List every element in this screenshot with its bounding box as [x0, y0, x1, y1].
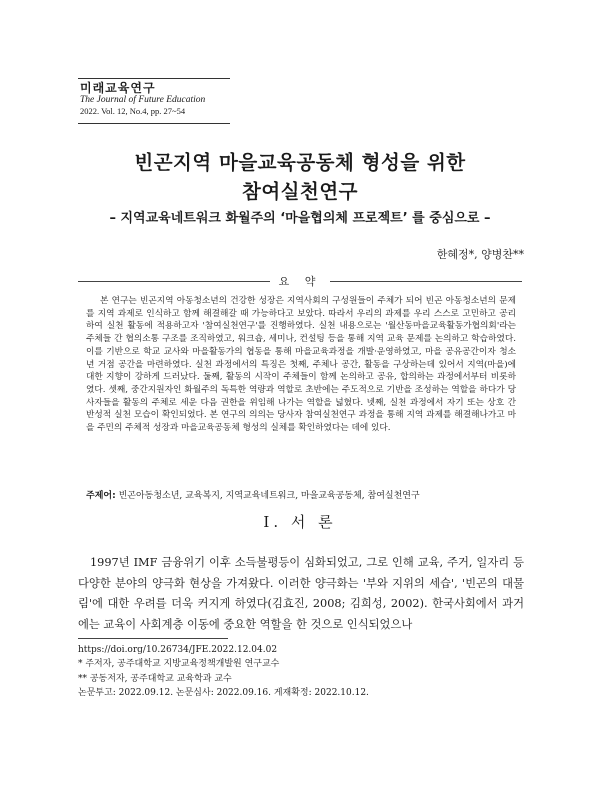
paper-subtitle: – 지역교육네트워크 화월주의 ‘마을협의체 프로젝트’ 를 중심으로 – [109, 211, 491, 226]
section-heading-introduction: Ⅰ. 서 론 [263, 513, 337, 531]
keywords-label: 주제어: [86, 491, 116, 501]
paper-title-line-2: 참여실천연구 [241, 180, 359, 203]
journal-name-korean: 미래교육연구 [80, 81, 156, 95]
abstract-body: 본 연구는 빈곤지역 아동청소년의 건강한 성장은 지역사회의 구성원들이 주체가 되어 빈곤 아동청소년의 문제를 지역 과제로 인식하고 함께 해결해갈 때 가능하다고 보았다. 따라서 우리의 과제를 우리 스스로 고민하고 공리하여 실천 활동에 적용하고자 '참여실천연구'를 진행하였다. 실천 내용으로는 '월산동마을교육활동가협의회'라는 주체들 간 협의소통 구조를 조직하였고, 워크숍, 세미나, 컨설팅 등을 통해 지역 교육 문제를 논의하고 학습하였다. 이를 기반으로 학교 교사와 마을활동가의 협동을 통해 마을교육과정을 개발·운영하였고, 마을 공유공간이자 청소년 거점 공간을 마련하였다. 실천 과정에서의 특징은 첫째, 주체나 공간, 활동을 구상하는데 있어서 지역(마을)에 대한 지향이 강하게 드러났다. 둘째, 활동의 시작이 주체들이 함께 논의하고 공유, 합의하는 과정에서부터 비롯하였다. 셋째, 중간지원자인 화월주의 독특한 역량과 역할로 초반에는 주도적으로 기반을 조성하는 역할을 하다가 당사자들을 활동의 주체로 세운 다음 권한을 위임해 나가는 역할을 넓혔다. 넷째, 실천 과정에서 자기 또는 상호 간 반성적 실천 모습이 확인되었다. 본 연구의 의의는 당사자 참여실천연구 과정을 통해 지역 과제를 해결해나가고 마을 주민의 주체적 성장과 마을교육공동체 형성의 실체를 확인하였다는 데에 있다. [86, 296, 516, 434]
footnote-dates: 논문투고: 2022.09.12. 논문심사: 2022.09.16. 게재확정: 2022.10.12. [78, 688, 369, 699]
footnote-rule [78, 638, 228, 639]
paper-title-line-1: 빈곤지역 마을교육공동체 형성을 위한 [134, 151, 466, 174]
footnote-author-1: * 주저자, 공주대학교 지방교육정책개발원 연구교수 [78, 659, 280, 670]
keywords-list: 빈곤아동청소년, 교육복지, 지역교육네트워크, 마을교육공동체, 참여실천연구 [118, 491, 420, 501]
abstract-heading: 요 약 [270, 273, 330, 289]
author-names: 한혜정*, 양병찬** [436, 248, 524, 261]
doi-link[interactable]: https://doi.org/10.26734/JFE.2022.12.04.02 [78, 645, 278, 655]
journal-header [78, 78, 230, 124]
footnote-author-2: ** 공동저자, 공주대학교 교육학과 교수 [78, 673, 232, 684]
footnotes [78, 643, 524, 701]
journal-volume-info: 2022. Vol. 12, No.4, pp. 27~54 [80, 106, 186, 116]
journal-name-english: The Journal of Future Education [80, 95, 206, 105]
introduction-paragraph: 1997년 IMF 금융위기 이후 소득불평등이 심화되었고, 그로 인해 교육, 주거, 일자리 등 다양한 분야의 양극화 현상을 가져왔다. 이러한 양극화는 '부와 지위의 세습', '빈곤의 대물림'에 대한 우려를 더욱 커지게 하였다(김효진, 2008; 김희성, 2002). 한국사회에서 과거에는 교육이 사회계층 이동에 중요한 역할을 한 것으로 인식되었으나 [78, 556, 524, 631]
keywords-line [86, 490, 526, 502]
